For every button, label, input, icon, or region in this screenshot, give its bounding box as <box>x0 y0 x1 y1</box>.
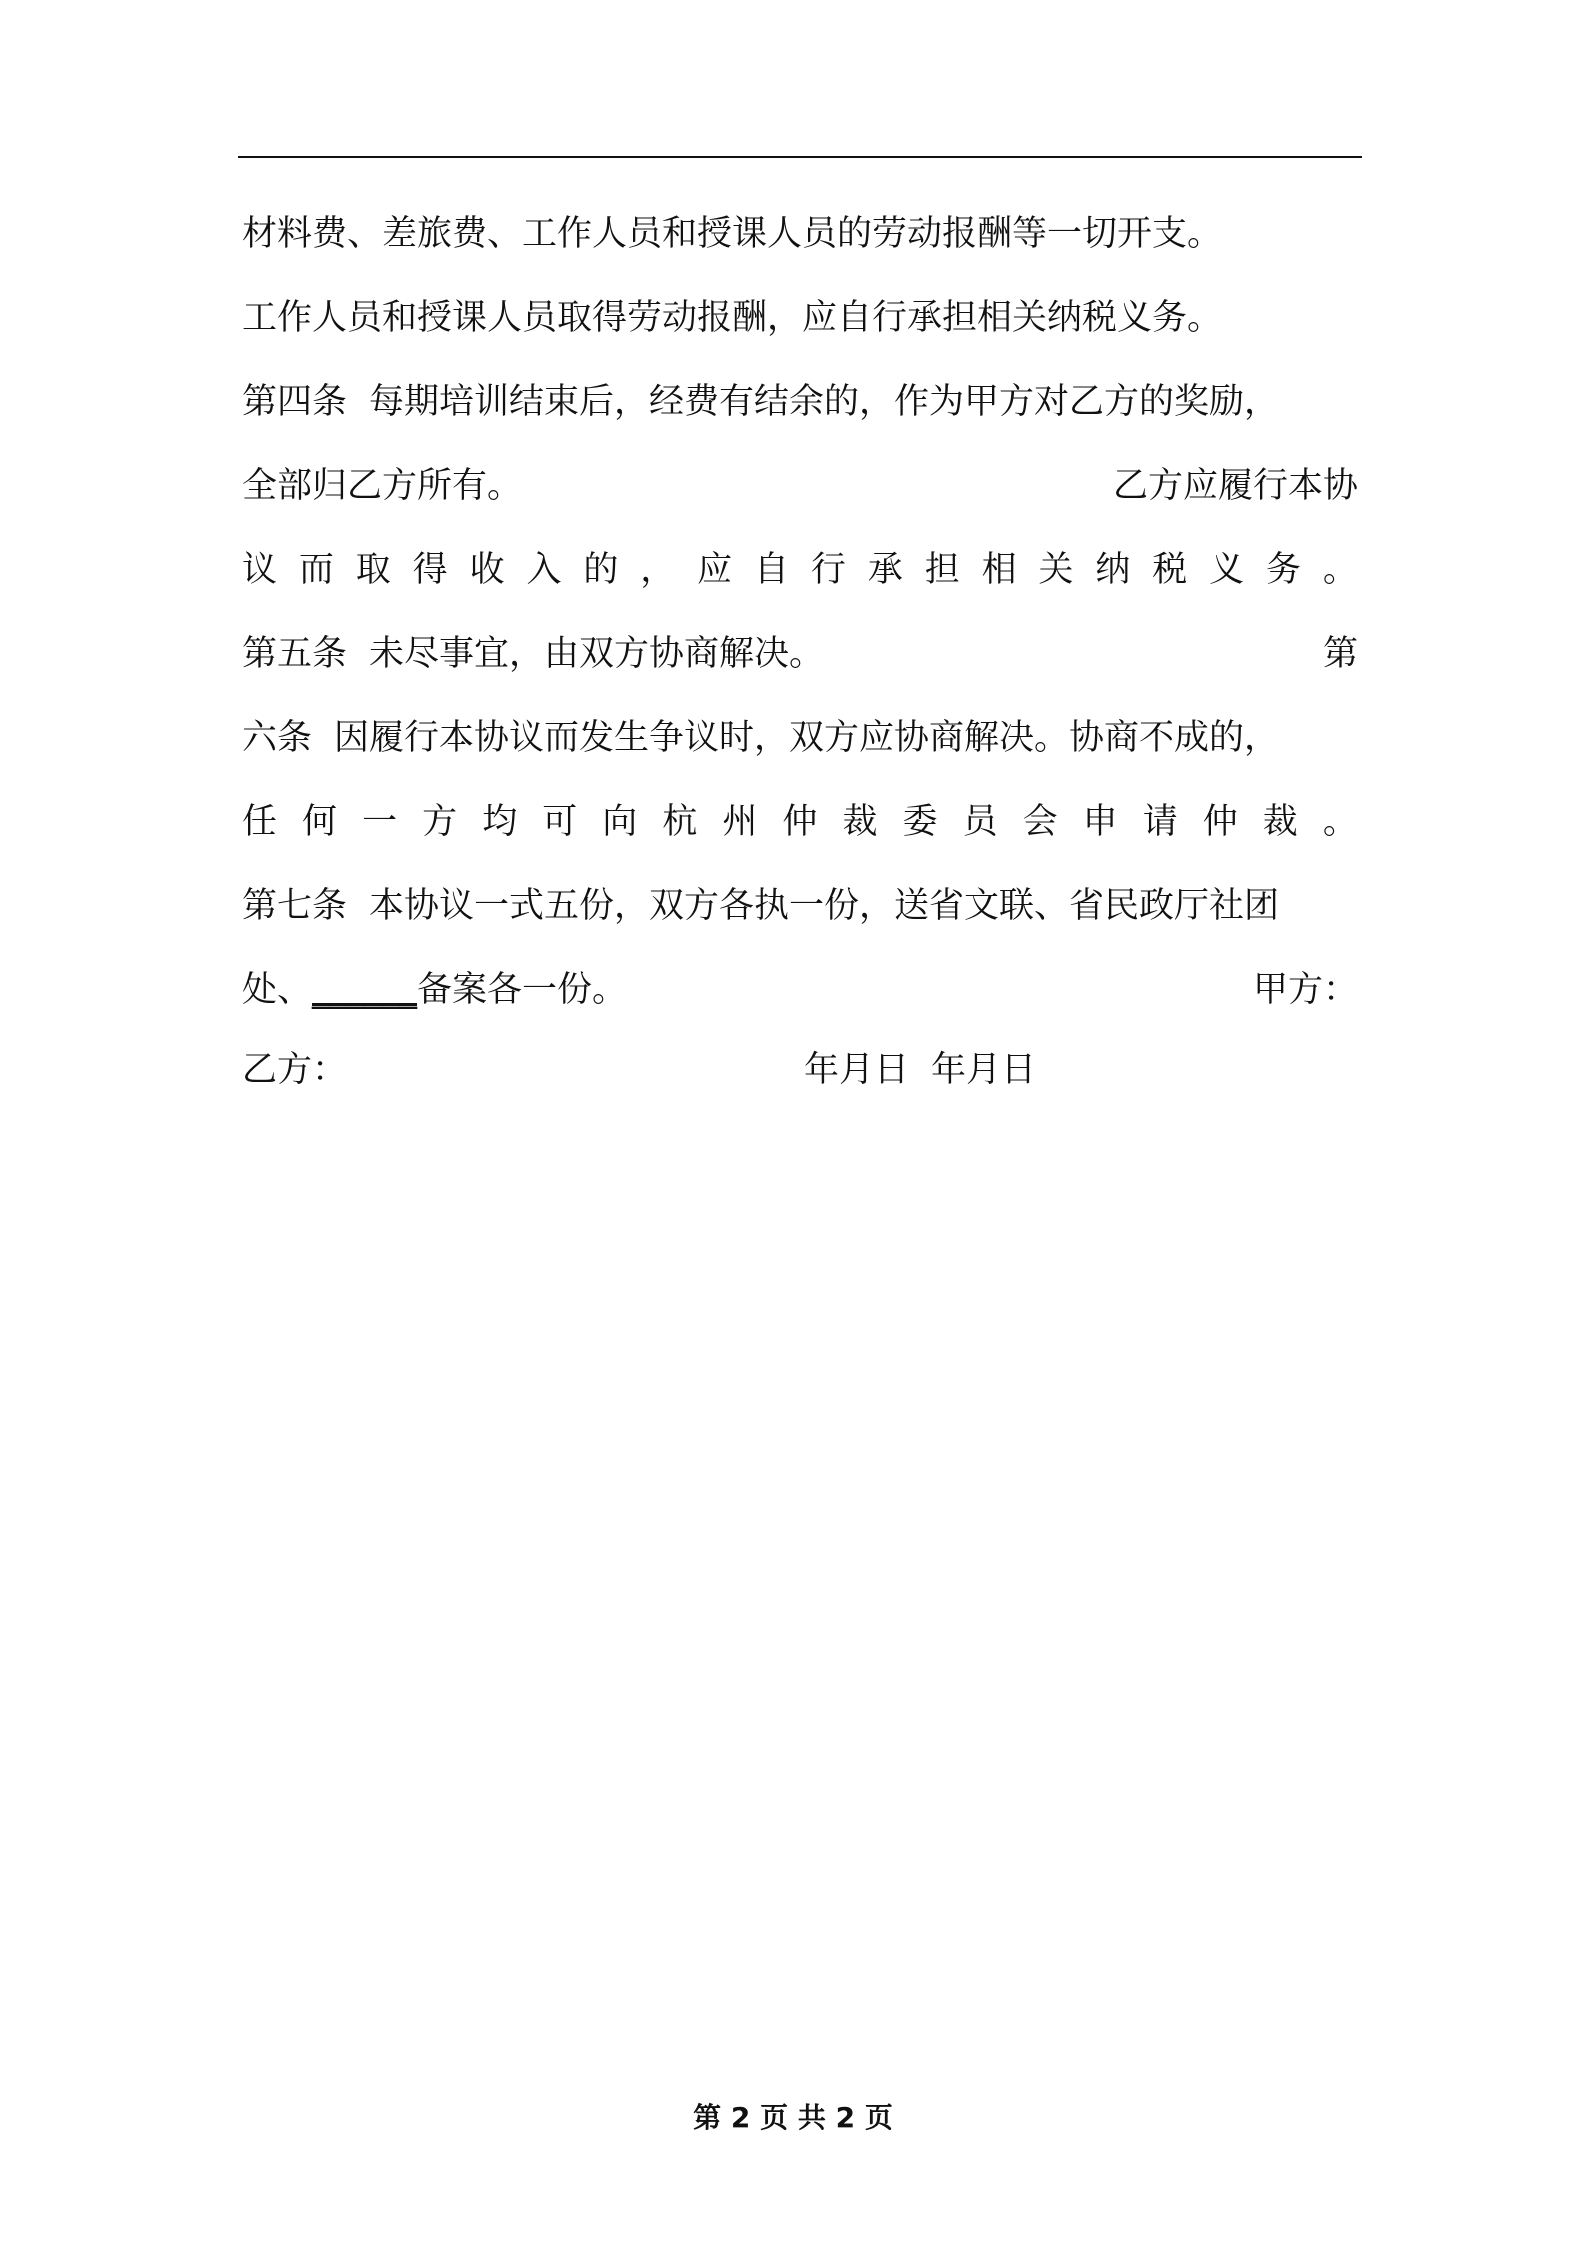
party-a-label: 甲方： <box>1252 970 1358 1010</box>
justified-char: 仲 <box>1202 802 1238 842</box>
article-4-continuation <box>242 456 1358 516</box>
article-5-label: 第五条 <box>242 634 348 674</box>
article-4-label: 第四条 <box>242 382 348 422</box>
justified-char: 裁 <box>1262 802 1298 842</box>
article-4-end: 全部归乙方所有。 <box>242 466 523 506</box>
article-6-label: 六条 <box>242 718 313 758</box>
filing-prefix: 处、 <box>242 970 313 1010</box>
justified-char: 税 <box>1152 550 1188 590</box>
justified-char: 务 <box>1266 550 1302 590</box>
justified-char: 向 <box>602 802 638 842</box>
justified-char: 关 <box>1038 550 1074 590</box>
justified-char: 杭 <box>662 802 698 842</box>
justified-char: ， <box>640 550 676 590</box>
header-rule <box>238 156 1362 158</box>
justified-char: 州 <box>722 802 758 842</box>
justified-char: 的 <box>583 550 619 590</box>
article-5-text: 未尽事宜，由双方协商解决。 <box>369 634 825 674</box>
party-b-label: 乙方： <box>242 1050 348 1090</box>
justified-line-2 <box>242 792 1358 852</box>
filing-blank: ______ <box>312 970 418 1010</box>
justified-char: 申 <box>1082 802 1118 842</box>
article-7-text: 本协议一式五份，双方各执一份，送省文联、省民政厅社团 <box>369 886 1280 926</box>
clause-start: 乙方应履行本协 <box>1112 466 1358 506</box>
justified-char: 得 <box>412 550 448 590</box>
article-7-label: 第七条 <box>242 886 348 926</box>
justified-char: 任 <box>242 802 278 842</box>
signature-line <box>242 1040 1358 1100</box>
filing-suffix: 备案各一份。 <box>417 970 628 1010</box>
justified-line-1 <box>242 540 1358 600</box>
justified-char: 担 <box>924 550 960 590</box>
article-6-prefix: 第 <box>1322 634 1358 674</box>
filing-line <box>242 960 1358 1020</box>
justified-char: 取 <box>355 550 391 590</box>
justified-char: 收 <box>469 550 505 590</box>
justified-char: 自 <box>754 550 790 590</box>
article-4-text: 每期培训结束后，经费有结余的，作为甲方对乙方的奖励， <box>369 382 1280 422</box>
article-6-text: 因履行本协议而发生争议时，双方应协商解决。协商不成的， <box>334 718 1280 758</box>
body-line-1: 材料费、差旅费、工作人员和授课人员的劳动报酬等一切开支。 <box>242 214 1223 254</box>
justified-char: 相 <box>981 550 1017 590</box>
date-party-b: 年月日 <box>931 1050 1037 1090</box>
justified-char: 行 <box>810 550 846 590</box>
justified-char: 委 <box>902 802 938 842</box>
body-line-2: 工作人员和授课人员取得劳动报酬，应自行承担相关纳税义务。 <box>242 298 1223 338</box>
justified-char: 议 <box>242 550 278 590</box>
article-5-line <box>242 624 1358 684</box>
page-footer: 第 2 页 共 2 页 <box>693 2101 893 2134</box>
justified-char: 何 <box>302 802 338 842</box>
justified-char: 可 <box>542 802 578 842</box>
article-7-line <box>242 876 1358 936</box>
justified-char: 方 <box>422 802 458 842</box>
article-4-line <box>242 372 1358 432</box>
article-6-line <box>242 708 1358 768</box>
justified-char: 均 <box>482 802 518 842</box>
justified-char: 请 <box>1142 802 1178 842</box>
justified-char: 义 <box>1209 550 1245 590</box>
signature-dates <box>804 1040 1036 1100</box>
justified-char: 一 <box>362 802 398 842</box>
date-party-a: 年月日 <box>804 1050 910 1090</box>
justified-char: 承 <box>867 550 903 590</box>
justified-char: 入 <box>526 550 562 590</box>
justified-char: 。 <box>1322 802 1358 842</box>
justified-char: 裁 <box>842 802 878 842</box>
justified-char: 应 <box>697 550 733 590</box>
justified-char: 。 <box>1322 550 1358 590</box>
justified-char: 而 <box>298 550 334 590</box>
justified-char: 会 <box>1022 802 1058 842</box>
justified-char: 仲 <box>782 802 818 842</box>
justified-char: 员 <box>962 802 998 842</box>
justified-char: 纳 <box>1095 550 1131 590</box>
